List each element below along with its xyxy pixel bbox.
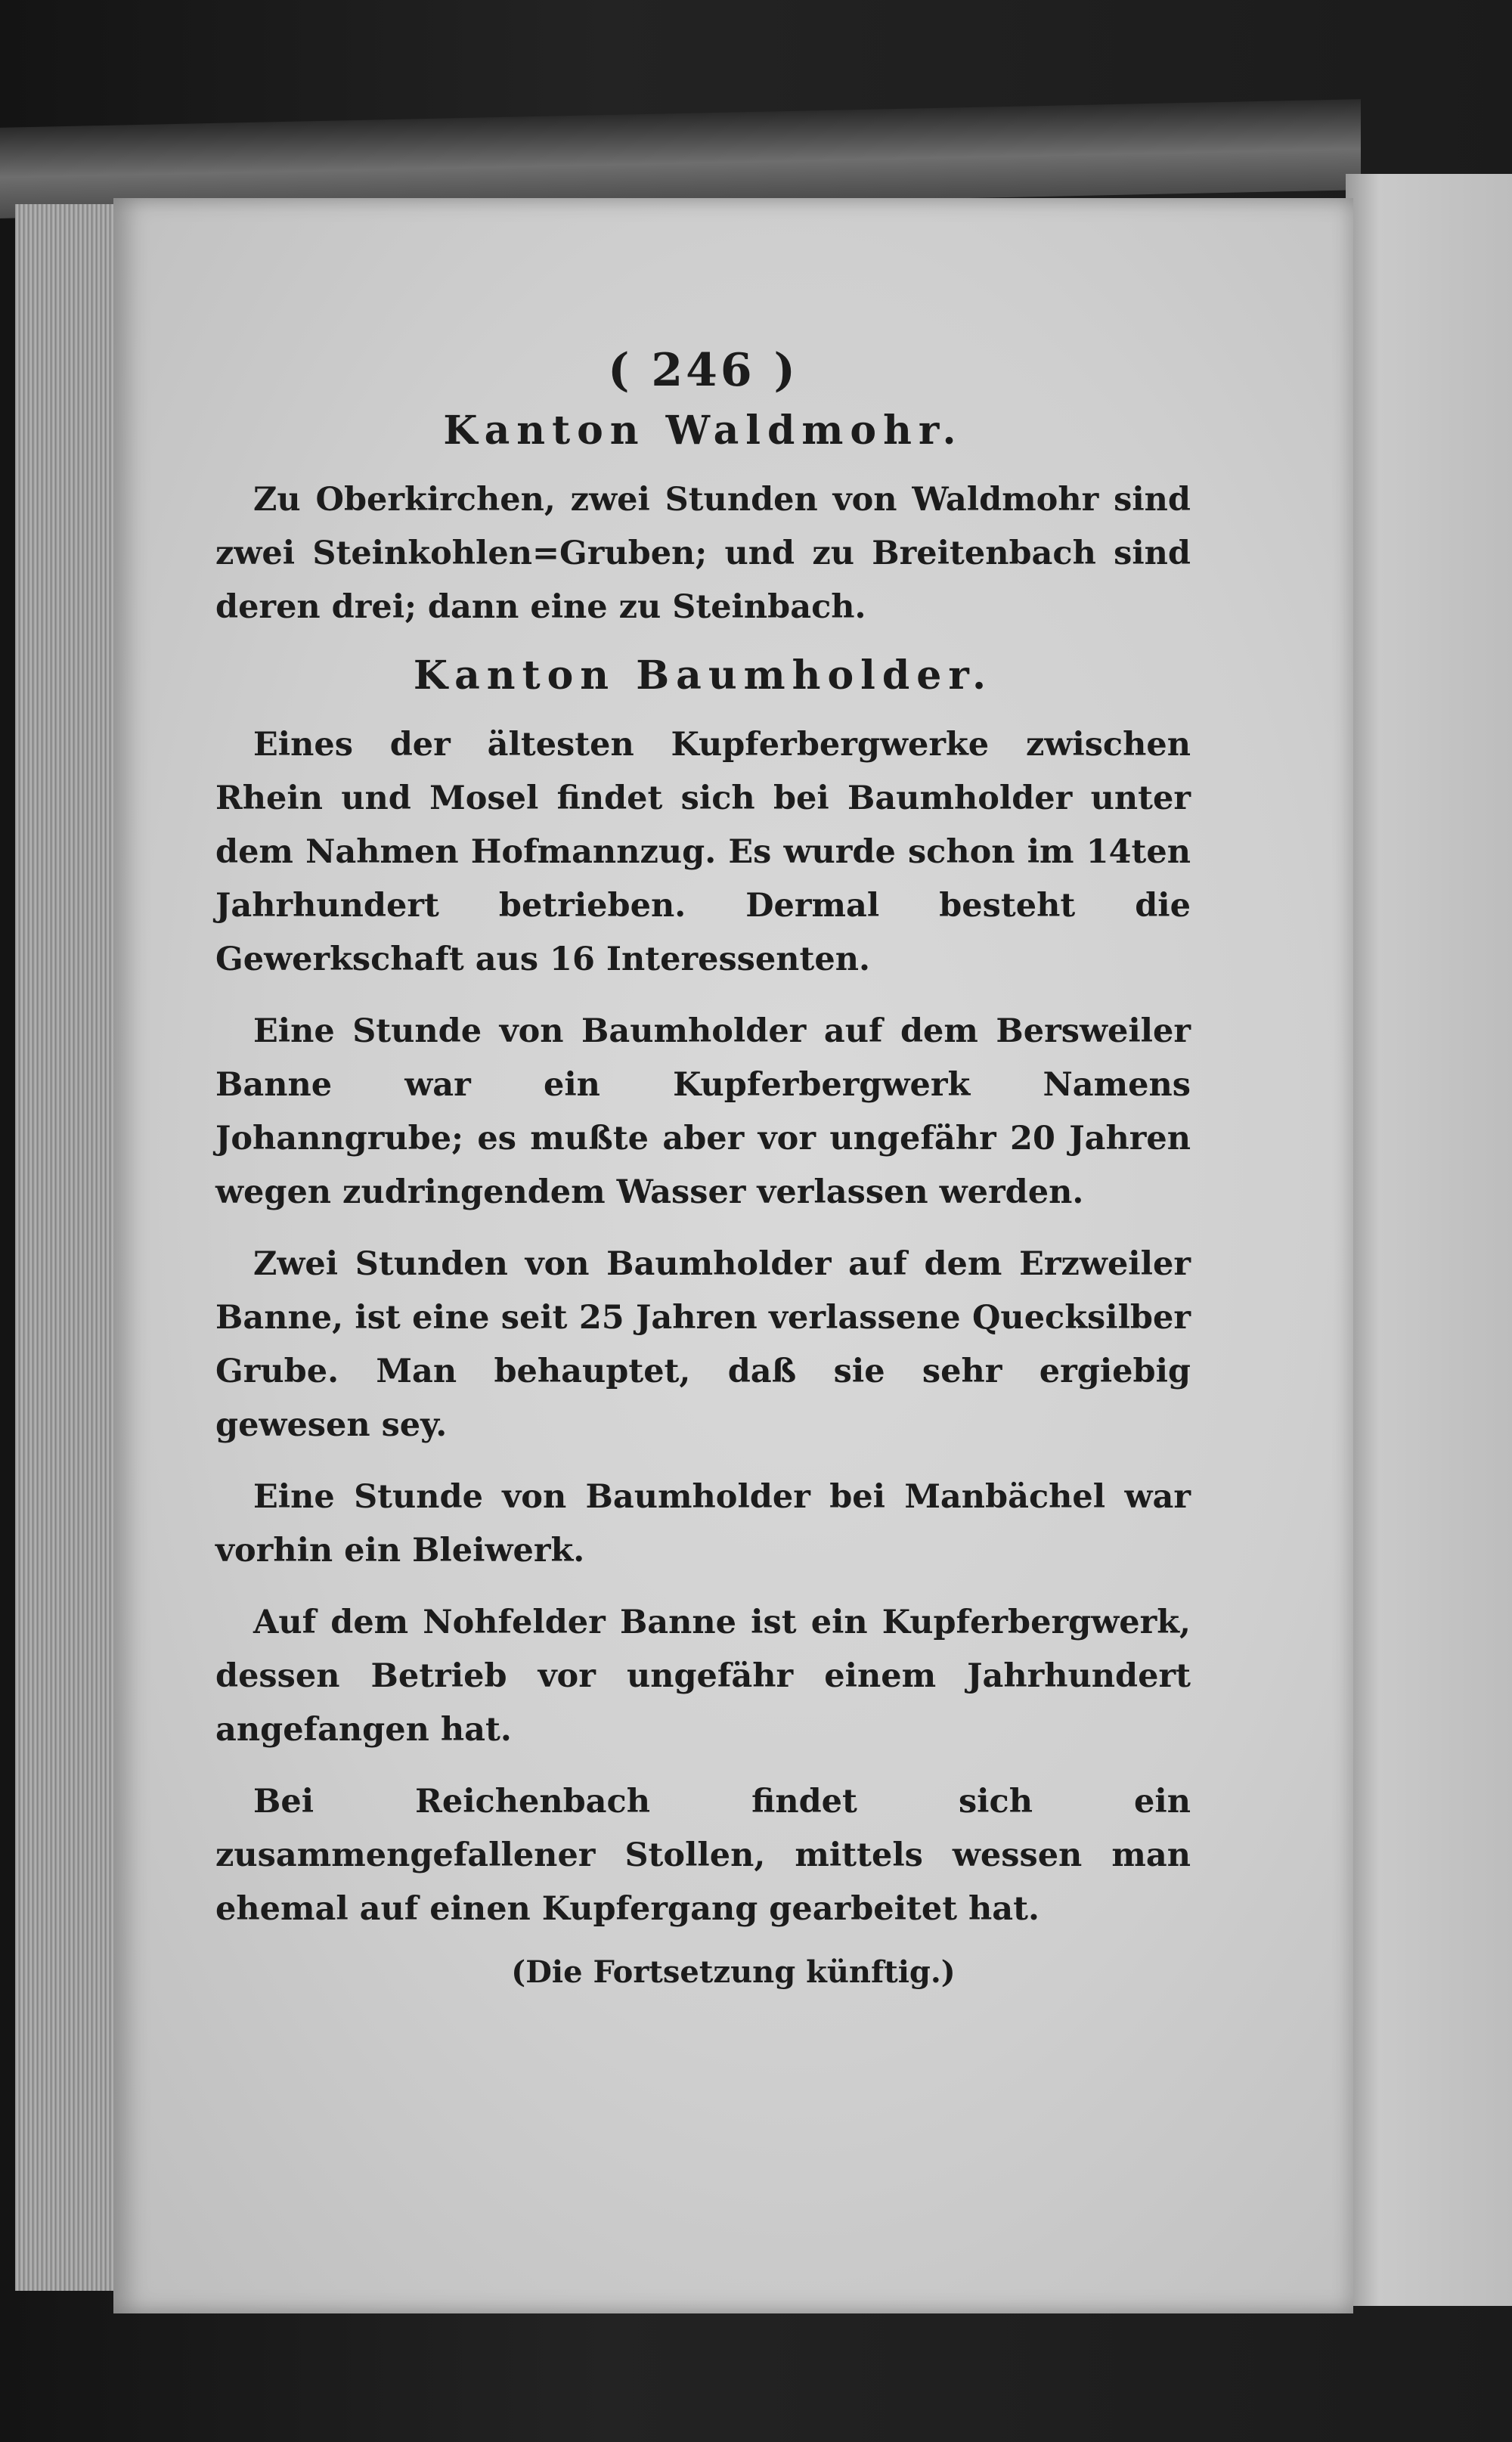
page-text — [215, 344, 1191, 1990]
section-heading: Kanton Waldmohr. — [443, 408, 963, 454]
paragraph: Auf dem Nohfelder Banne ist ein Kupferbergwerk, dessen Betrieb vor ungefähr einem Jahrhundert angefangen hat. — [215, 1604, 1191, 1749]
paragraph: Bei Reichenbach findet sich ein zusammengefallener Stollen, mittels wessen man ehemal auf einen Kupfergang gearbeitet hat. — [215, 1783, 1191, 1928]
facing-page-edge — [1346, 174, 1512, 2306]
paragraph: Zwei Stunden von Baumholder auf dem Erzweiler Banne, ist eine seit 25 Jahren verlassene Quecksilber Grube. Man behauptet, daß sie sehr ergiebig gewesen sey. — [215, 1245, 1191, 1444]
paragraph: Eines der ältesten Kupferbergwerke zwischen Rhein und Mosel findet sich bei Baumholder unter dem Nahmen Hofmannzug. Es wurde schon im 14ten Jahrhundert betrieben. Dermal besteht die Gewerkschaft aus 16 Interessenten. — [215, 726, 1191, 978]
paragraph: Zu Oberkirchen, zwei Stunden von Waldmohr sind zwei Steinkohlen=Gruben; und zu Breitenbach sind deren drei; dann eine zu Steinbach. — [215, 481, 1191, 626]
page-stack-edge — [15, 204, 113, 2291]
paragraph: Eine Stunde von Baumholder bei Manbächel war vorhin ein Bleiwerk. — [215, 1478, 1191, 1570]
page-number: ( 246 ) — [608, 344, 798, 397]
continuation-note: (Die Fortsetzung künftig.) — [511, 1954, 956, 1990]
section-heading: Kanton Baumholder. — [413, 652, 993, 699]
paragraph: Eine Stunde von Baumholder auf dem Bersweiler Banne war ein Kupferbergwerk Namens Johanngrube; es mußte aber vor ungefähr 20 Jahren wegen zudringendem Wasser verlassen werden. — [215, 1012, 1191, 1211]
